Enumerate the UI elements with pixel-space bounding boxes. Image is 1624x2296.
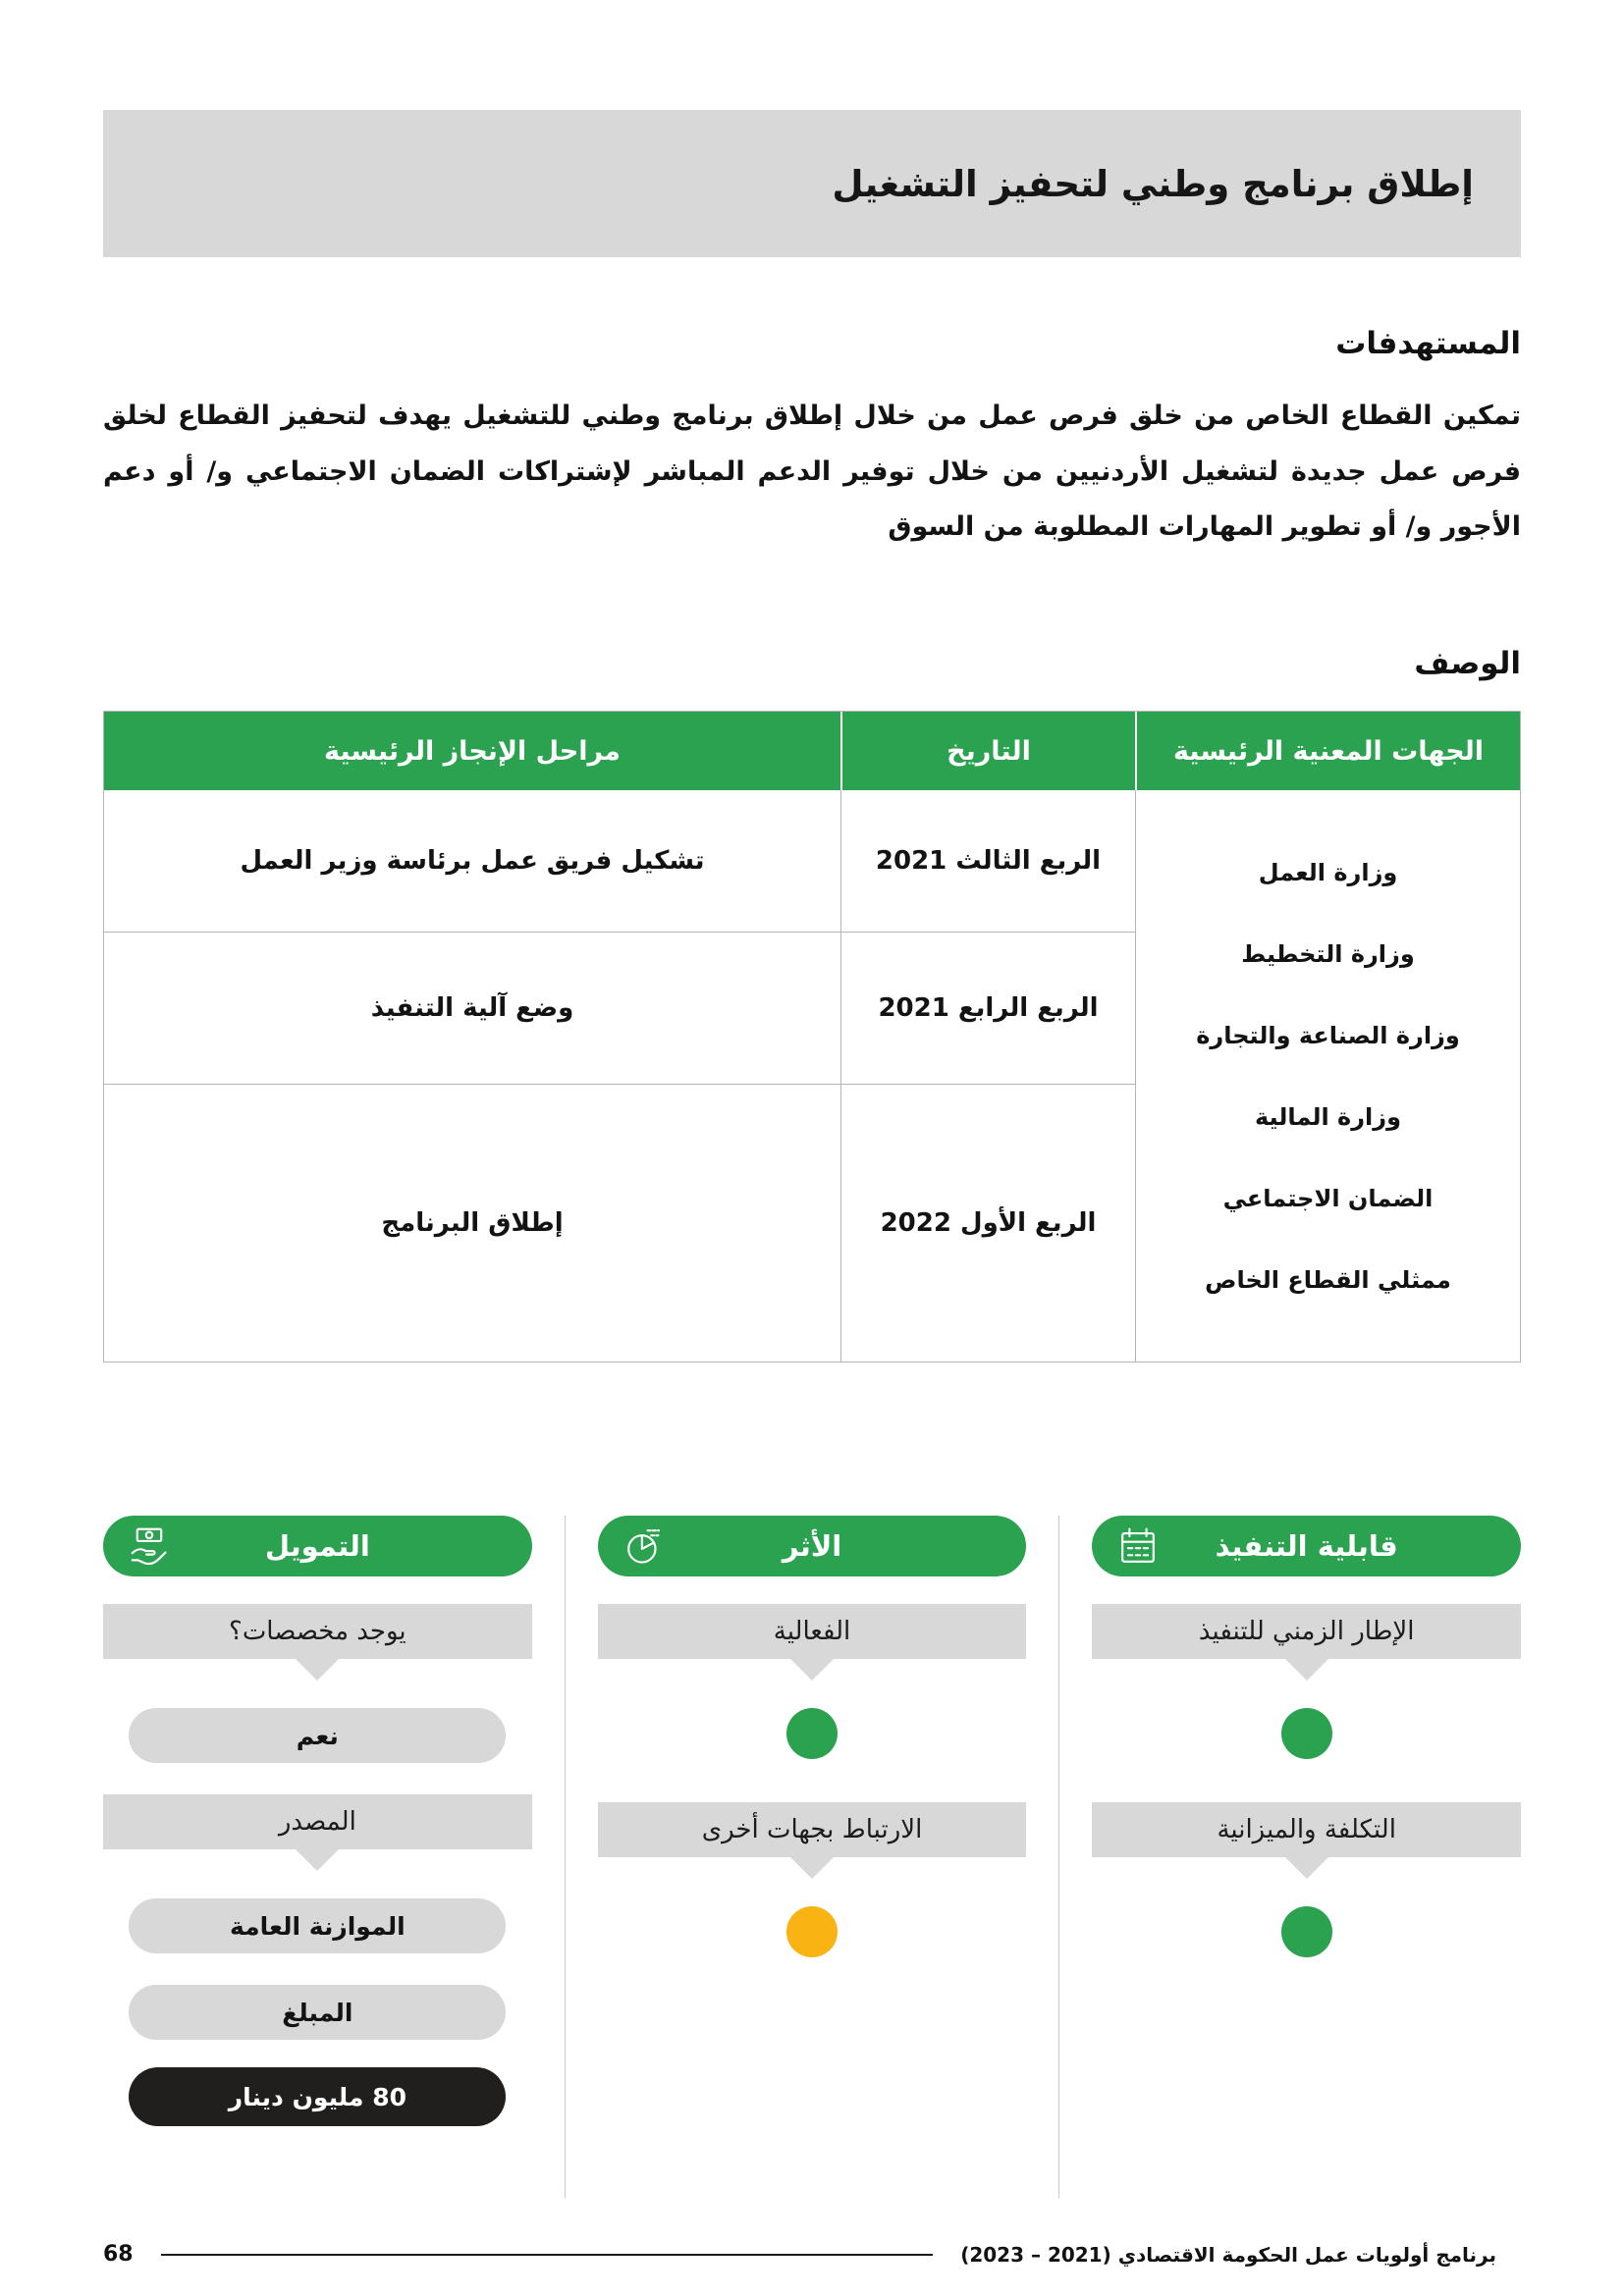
pie-chart-icon — [622, 1523, 667, 1569]
entity-item: وزارة الصناعة والتجارة — [1196, 1021, 1460, 1049]
impact-title: الأثر — [782, 1529, 842, 1564]
table-header-entities: الجهات المعنية الرئيسية — [1135, 712, 1520, 790]
funding-question: يوجد مخصصات؟ — [103, 1604, 532, 1659]
table-header-milestones: مراحل الإنجاز الرئيسية — [104, 712, 840, 790]
funding-title: التمويل — [264, 1529, 370, 1564]
milestone-text: إطلاق البرنامج — [381, 1208, 564, 1239]
assessment-cards — [103, 1516, 1521, 2198]
targets-paragraph: تمكين القطاع الخاص من خلق فرص عمل من خلال إطلاق برنامج وطني للتشغيل يهدف لتحفيز القطاع لخلق فرص عمل جديدة لتشغيل الأردنيين من خلال توفير الدعم المباشر لإشتراكات الضمان الاجتماعي و/ أو دعم الأجور و/ أو تطوير المهارات المطلوبة من السوق — [103, 400, 1521, 543]
feasibility-title: قابلية التنفيذ — [1215, 1529, 1398, 1564]
status-dot — [786, 1708, 838, 1759]
vertical-divider — [565, 1516, 566, 2198]
footer-program-title: برنامج أولويات عمل الحكومة الاقتصادي (2021 – 2023) — [960, 2242, 1496, 2267]
table-header-date: التاريخ — [840, 712, 1135, 790]
calendar-icon — [1115, 1523, 1161, 1569]
milestone-date: الربع الثالث 2021 — [840, 790, 1135, 933]
funding-question: المصدر — [103, 1794, 532, 1849]
page-number: 68 — [103, 2242, 134, 2267]
milestone-date: الربع الرابع 2021 — [840, 933, 1135, 1085]
page-footer — [103, 2242, 1496, 2267]
funding-amount: 80 مليون دينار — [129, 2067, 506, 2126]
impact-criterion: الفعالية — [598, 1604, 1027, 1659]
impact-header — [598, 1516, 1027, 1576]
funding-card — [103, 1516, 532, 2126]
funding-answer: الموازنة العامة — [129, 1898, 506, 1953]
milestone-text: وضع آلية التنفيذ — [104, 933, 840, 1085]
feasibility-card — [1092, 1516, 1521, 2001]
entity-item: وزارة المالية — [1255, 1102, 1402, 1131]
funding-header — [103, 1516, 532, 1576]
status-dot — [1281, 1708, 1332, 1759]
status-dot — [786, 1906, 838, 1957]
page-title: إطلاق برنامج وطني لتحفيز التشغيل — [832, 162, 1474, 205]
milestone-text: تشكيل فريق عمل برئاسة وزير العمل — [104, 790, 840, 933]
feasibility-criterion: التكلفة والميزانية — [1092, 1802, 1521, 1857]
footer-divider-line — [161, 2254, 934, 2256]
milestone-date: الربع الأول 2022 — [840, 1085, 1135, 1362]
money-hands-icon — [127, 1523, 172, 1569]
description-table — [103, 711, 1521, 1362]
description-heading: الوصف — [1414, 646, 1521, 682]
entity-item: ممثلي القطاع الخاص — [1205, 1265, 1451, 1294]
targets-heading: المستهدفات — [1335, 326, 1521, 361]
entity-item: وزارة العمل — [1258, 858, 1398, 886]
impact-criterion: الارتباط بجهات أخرى — [598, 1802, 1027, 1857]
impact-card — [598, 1516, 1027, 2001]
status-dot — [1281, 1906, 1332, 1957]
title-bar — [103, 110, 1521, 257]
feasibility-header — [1092, 1516, 1521, 1576]
vertical-divider — [1058, 1516, 1059, 2198]
entity-item: الضمان الاجتماعي — [1222, 1184, 1434, 1212]
feasibility-criterion: الإطار الزمني للتنفيذ — [1092, 1604, 1521, 1659]
funding-answer: نعم — [129, 1708, 506, 1763]
entity-item: وزارة التخطيط — [1241, 939, 1415, 968]
funding-question: المبلغ — [129, 1985, 506, 2040]
entities-cell — [1135, 790, 1520, 1362]
